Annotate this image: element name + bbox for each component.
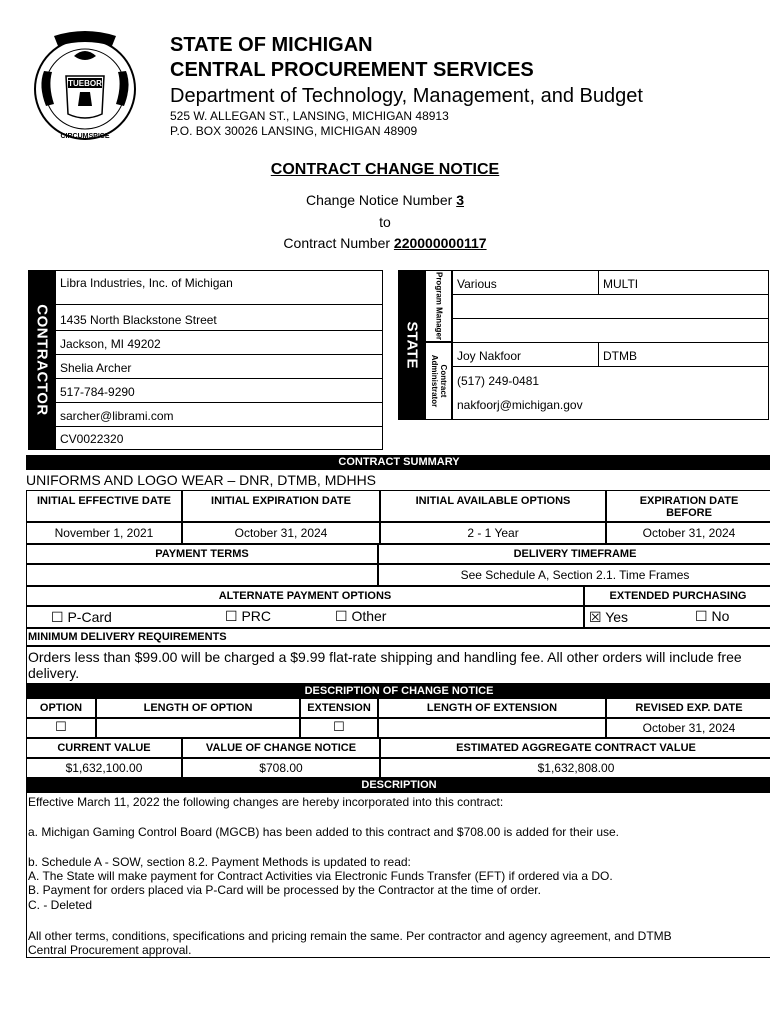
- h-alt-payment: ALTERNATE PAYMENT OPTIONS: [26, 586, 584, 606]
- h-extension: EXTENSION: [300, 698, 378, 718]
- desc-p4a: All other terms, conditions, specifications and pricing remain the same. Per contractor and agency agreement, and DTMB: [28, 929, 672, 943]
- option-checkbox[interactable]: ☐: [26, 718, 96, 738]
- notice-title: CONTRACT CHANGE NOTICE: [270, 161, 500, 178]
- v-initial-effective: November 1, 2021: [26, 522, 182, 544]
- contract-description: UNIFORMS AND LOGO WEAR – DNR, DTMB, MDHHS: [26, 472, 377, 488]
- h-ext-purchasing: EXTENDED PURCHASING: [584, 586, 770, 606]
- desc-p3d: C. - Deleted: [28, 898, 93, 912]
- contractor-name: Libra Industries, Inc. of Michigan: [60, 276, 233, 290]
- v-delivery-timeframe: See Schedule A, Section 2.1. Time Frames: [378, 564, 770, 586]
- h-current-value: CURRENT VALUE: [26, 738, 182, 758]
- desc-p3c: B. Payment for orders placed via P-Card will be processed by the Contractor at the time of order.: [28, 883, 541, 897]
- contractor-box: [55, 270, 383, 450]
- h-exp-before: EXPIRATION DATE BEFORE: [606, 490, 770, 522]
- header-address-1: 525 W. ALLEGAN ST., LANSING, MICHIGAN 48913: [170, 109, 449, 123]
- v-current-value: $1,632,100.00: [26, 758, 182, 778]
- header-department: Department of Technology, Management, and Budget: [170, 85, 643, 107]
- pcard-label: P-Card: [67, 609, 112, 625]
- contractor-vendor-id: CV0022320: [60, 432, 124, 446]
- v-initial-expiration: October 31, 2024: [182, 522, 380, 544]
- desc-p3a: b. Schedule A - SOW, section 8.2. Payment Methods is updated to read:: [28, 855, 411, 869]
- extended-purchasing-options: [584, 606, 770, 628]
- v-initial-options: 2 - 1 Year: [380, 522, 606, 544]
- no-label: No: [711, 608, 730, 624]
- h-estimated-value: ESTIMATED AGGREGATE CONTRACT VALUE: [380, 738, 770, 758]
- v-length-option: [96, 718, 300, 738]
- desc-p1: Effective March 11, 2022 the following changes are hereby incorporated into this contract:: [28, 795, 504, 809]
- contract-number: 220000000117: [393, 235, 487, 251]
- v-exp-before: October 31, 2024: [606, 522, 770, 544]
- desc-p2: a. Michigan Gaming Control Board (MGCB) has been added to this contract and $708.00 is added for their use.: [28, 825, 619, 839]
- header-state: STATE OF MICHIGAN: [170, 34, 373, 56]
- to-text: to: [379, 214, 391, 230]
- contract-administrator-tab: [425, 342, 452, 420]
- prc-checkbox[interactable]: ☐ PRC: [225, 608, 272, 624]
- h-option: OPTION: [26, 698, 96, 718]
- v-revised-exp: October 31, 2024: [606, 718, 770, 738]
- program-manager-label: Program Manager: [434, 271, 443, 341]
- h-length-extension: LENGTH OF EXTENSION: [378, 698, 606, 718]
- h-revised-exp: REVISED EXP. DATE: [606, 698, 770, 718]
- h-payment-terms: PAYMENT TERMS: [26, 544, 378, 564]
- v-value-change: $708.00: [182, 758, 380, 778]
- h-initial-options: INITIAL AVAILABLE OPTIONS: [380, 490, 606, 522]
- ca-email[interactable]: nakfoorj@michigan.gov: [457, 398, 583, 412]
- contractor-email[interactable]: sarcher@librami.com: [60, 409, 174, 423]
- desc-p4b: Central Procurement approval.: [28, 943, 192, 957]
- yes-label: Yes: [605, 609, 629, 625]
- extension-checkbox[interactable]: ☐: [300, 718, 378, 738]
- change-notice-number: 3: [456, 192, 464, 208]
- ca-name: Joy Nakfoor: [457, 349, 522, 363]
- change-notice-label: Change Notice Number: [306, 192, 453, 208]
- contractor-city: Jackson, MI 49202: [60, 337, 161, 351]
- ca-phone: (517) 249-0481: [457, 374, 540, 388]
- contract-administrator-label: Contract Administrator: [429, 354, 448, 408]
- no-checkbox[interactable]: ☐ No: [695, 608, 730, 624]
- h-min-delivery: MINIMUM DELIVERY REQUIREMENTS: [26, 628, 770, 646]
- state-box: [452, 270, 769, 420]
- state-tab: [398, 270, 425, 420]
- other-checkbox[interactable]: ☐ Other: [335, 608, 387, 624]
- contractor-tab: [28, 270, 55, 450]
- header-address-2: P.O. BOX 30026 LANSING, MICHIGAN 48909: [170, 124, 418, 138]
- v-estimated-value: $1,632,808.00: [380, 758, 770, 778]
- contract-summary-bar: CONTRACT SUMMARY: [26, 455, 770, 470]
- yes-checkbox[interactable]: ☒ Yes: [589, 609, 629, 625]
- program-manager-tab: [425, 270, 452, 342]
- pm-agency: MULTI: [603, 277, 639, 291]
- contractor-contact: Shelia Archer: [60, 361, 132, 375]
- v-payment-terms: [26, 564, 378, 586]
- contractor-tab-label: CONTRACTOR: [33, 304, 50, 416]
- change-description-bar: DESCRIPTION OF CHANGE NOTICE: [26, 684, 770, 698]
- description-bar: DESCRIPTION: [26, 778, 770, 792]
- contract-number-label: Contract Number: [283, 235, 391, 251]
- alt-payment-options: [26, 606, 584, 628]
- h-value-change: VALUE OF CHANGE NOTICE: [182, 738, 380, 758]
- seal-text-top: TUEBOR: [68, 79, 102, 88]
- change-notice-line: [0, 192, 770, 208]
- h-delivery-timeframe: DELIVERY TIMEFRAME: [378, 544, 770, 564]
- state-tab-label: STATE: [403, 321, 420, 369]
- contract-number-line: [0, 235, 770, 251]
- v-min-delivery: Orders less than $99.00 will be charged a $9.99 flat-rate shipping and handling fee. All other orders will include free delivery.: [26, 646, 770, 684]
- v-length-extension: [378, 718, 606, 738]
- pcard-checkbox[interactable]: ☐ P-Card: [51, 609, 112, 625]
- prc-label: PRC: [241, 608, 272, 624]
- header-cps: CENTRAL PROCUREMENT SERVICES: [170, 59, 534, 81]
- contractor-phone: 517-784-9290: [60, 385, 135, 399]
- ca-agency: DTMB: [603, 349, 637, 363]
- h-initial-effective: INITIAL EFFECTIVE DATE: [26, 490, 182, 522]
- description-box: [26, 792, 770, 958]
- pm-name: Various: [457, 277, 497, 291]
- desc-p3b: A. The State will make payment for Contract Activities via Electronic Funds Transfer (EFT) if ordered via a DO.: [28, 869, 613, 883]
- contractor-street: 1435 North Blackstone Street: [60, 313, 217, 327]
- michigan-seal-icon: [24, 26, 146, 148]
- h-initial-expiration: INITIAL EXPIRATION DATE: [182, 490, 380, 522]
- h-length-option: LENGTH OF OPTION: [96, 698, 300, 718]
- seal-text-bottom: CIRCUMSPICE: [60, 133, 110, 140]
- other-label: Other: [351, 608, 387, 624]
